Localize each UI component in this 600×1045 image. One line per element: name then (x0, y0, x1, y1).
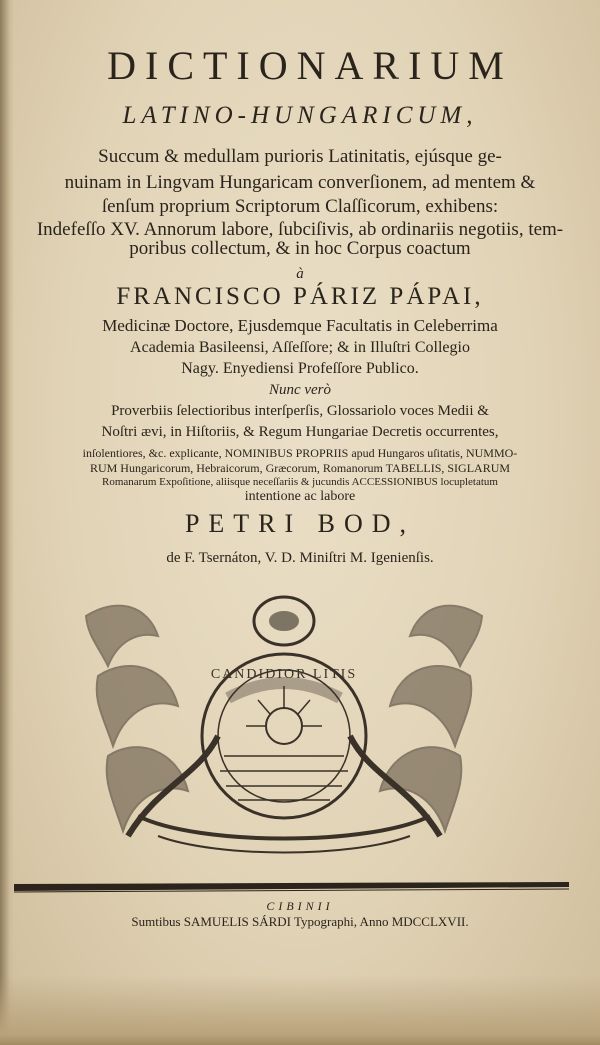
addition-line: Proverbiis ſelectioribus interſperſis, Glossariolo voces Medii & (111, 403, 489, 419)
nunc-vero: Nunc verò (268, 382, 332, 398)
author-description-line: Nagy. Enyediensi Profeſſore Publico. (181, 360, 419, 377)
author-description-line: Medicinæ Doctore, Ejusdemque Facultatis in Celeberrima (102, 316, 498, 335)
book-subtitle: LATINO-HUNGARICUM, (122, 102, 478, 129)
description-line: Succum & medullam purioris Latinitatis, ejúsque ge- (98, 146, 502, 167)
addition-line: Romanarum Expoſitione, aliisque neceſſariis & jucundis ACCESSIONIBUS locupletatum (102, 476, 498, 488)
imprint-city: CIBINII (266, 899, 334, 913)
description-line: nuinam in Lingvam Hungaricam converſionem, ad mentem & (64, 172, 536, 193)
description-line: Indefeſſo XV. Annorum labore, ſubciſivis, ab ordinariis negotiis, tem- (36, 219, 564, 240)
editor-name: PETRI BOD, (184, 509, 416, 538)
page-bottom-edge (0, 975, 600, 1045)
printer-emblem-woodcut (78, 586, 490, 862)
by-word: à (296, 266, 304, 282)
description-line: poribus collectum, & in hoc Corpus coactum (129, 238, 471, 259)
author-name: FRANCISCO PÁRIZ PÁPAI, (116, 283, 484, 310)
addition-line: Noſtri ævi, in Hiſtoriis, & Regum Hungariae Decretis occurrentes, (101, 424, 499, 440)
book-title: DICTIONARIUM (107, 43, 513, 88)
description-line: ſenſum proprium Scriptorum Claſſicorum, exhibens: (101, 196, 499, 217)
imprint-line: Sumtibus SAMUELIS SÁRDI Typographi, Anno MDCCLXVII. (131, 914, 469, 929)
addition-line: intentione ac labore (244, 489, 356, 504)
addition-line: RUM Hungaricorum, Hebraicorum, Græcorum, Romanorum TABELLIS, SIGLARUM (89, 461, 511, 475)
divider-rule (14, 882, 569, 894)
editor-description: de F. Tsernáton, V. D. Miniſtri M. Igenienſis. (166, 550, 434, 566)
addition-line: inſolentiores, &c. explicante, NOMINIBUS PROPRIIS apud Hungaros uſitatis, NUMMO- (82, 446, 518, 460)
emblem-motto: CANDIDIOR LITIS (210, 667, 358, 682)
author-description-line: Academia Basileensi, Aſſeſſore; & in Illuſtri Collegio (130, 339, 470, 356)
